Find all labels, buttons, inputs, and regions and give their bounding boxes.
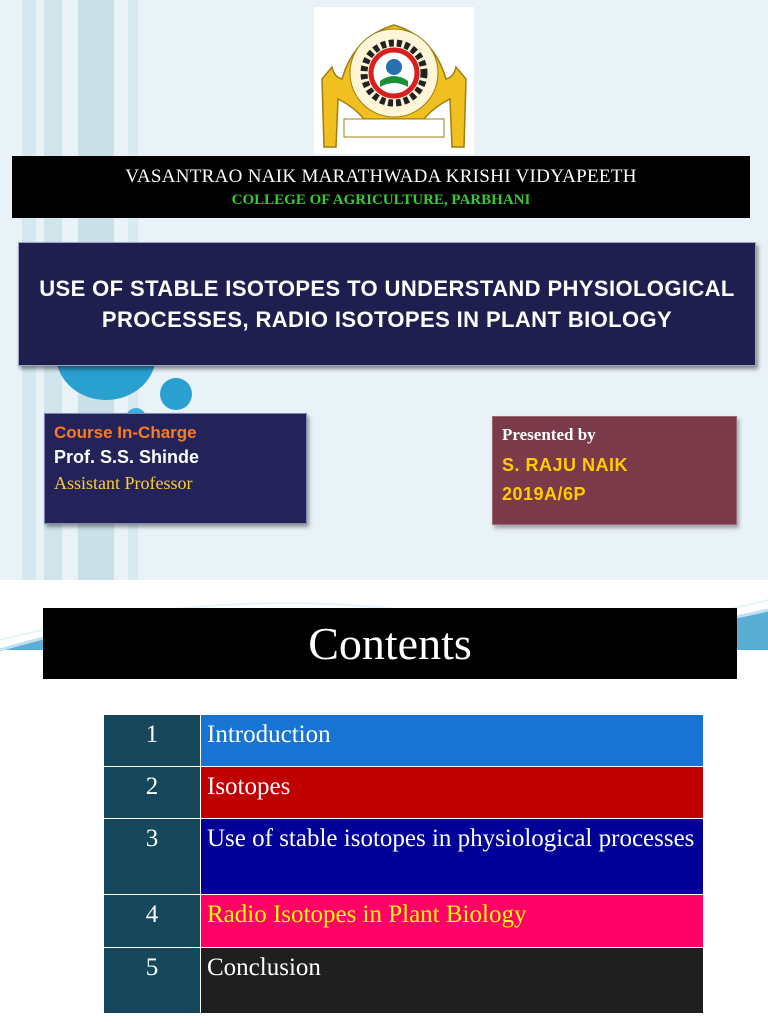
contents-heading: Contents (308, 618, 472, 669)
table-row (104, 715, 704, 767)
item-number: 2 (104, 767, 201, 819)
item-text: Radio Isotopes in Plant Biology (201, 895, 704, 948)
presenter-box (492, 416, 737, 525)
decorative-circle (160, 378, 192, 410)
university-logo (314, 7, 474, 154)
university-header (12, 156, 750, 218)
item-text: Isotopes (201, 767, 704, 819)
presentation-title: USE OF STABLE ISOTOPES TO UNDERSTAND PHYSIOLOGICAL PROCESSES, RADIO ISOTOPES IN PLANT BIOLOGY (39, 276, 735, 332)
item-number: 4 (104, 895, 201, 948)
student-name: S. RAJU NAIK (502, 455, 629, 475)
presented-by-label: Presented by (502, 425, 596, 444)
professor-name: Prof. S.S. Shinde (54, 447, 200, 467)
table-row (104, 948, 704, 1014)
item-text: Use of stable isotopes in physiological processes (201, 819, 704, 895)
university-emblem-icon (314, 7, 474, 154)
presentation-title-box (18, 242, 756, 366)
college-name: COLLEGE OF AGRICULTURE, PARBHANI (231, 192, 531, 208)
table-row (104, 819, 704, 895)
contents-heading-bar (43, 608, 737, 679)
item-number: 3 (104, 819, 201, 895)
course-incharge-box (44, 413, 307, 524)
item-number: 5 (104, 948, 201, 1014)
course-incharge-label: Course In-Charge (54, 423, 197, 442)
table-row (104, 767, 704, 819)
item-text: Introduction (201, 715, 704, 767)
student-id: 2019A/6P (502, 484, 587, 504)
contents-table (103, 714, 704, 1014)
table-row (104, 895, 704, 948)
professor-designation: Assistant Professor (54, 473, 193, 493)
item-number: 1 (104, 715, 201, 767)
contents-slide (0, 580, 768, 1024)
university-name: VASANTRAO NAIK MARATHWADA KRISHI VIDYAPEETH (125, 166, 637, 187)
item-text: Conclusion (201, 948, 704, 1014)
